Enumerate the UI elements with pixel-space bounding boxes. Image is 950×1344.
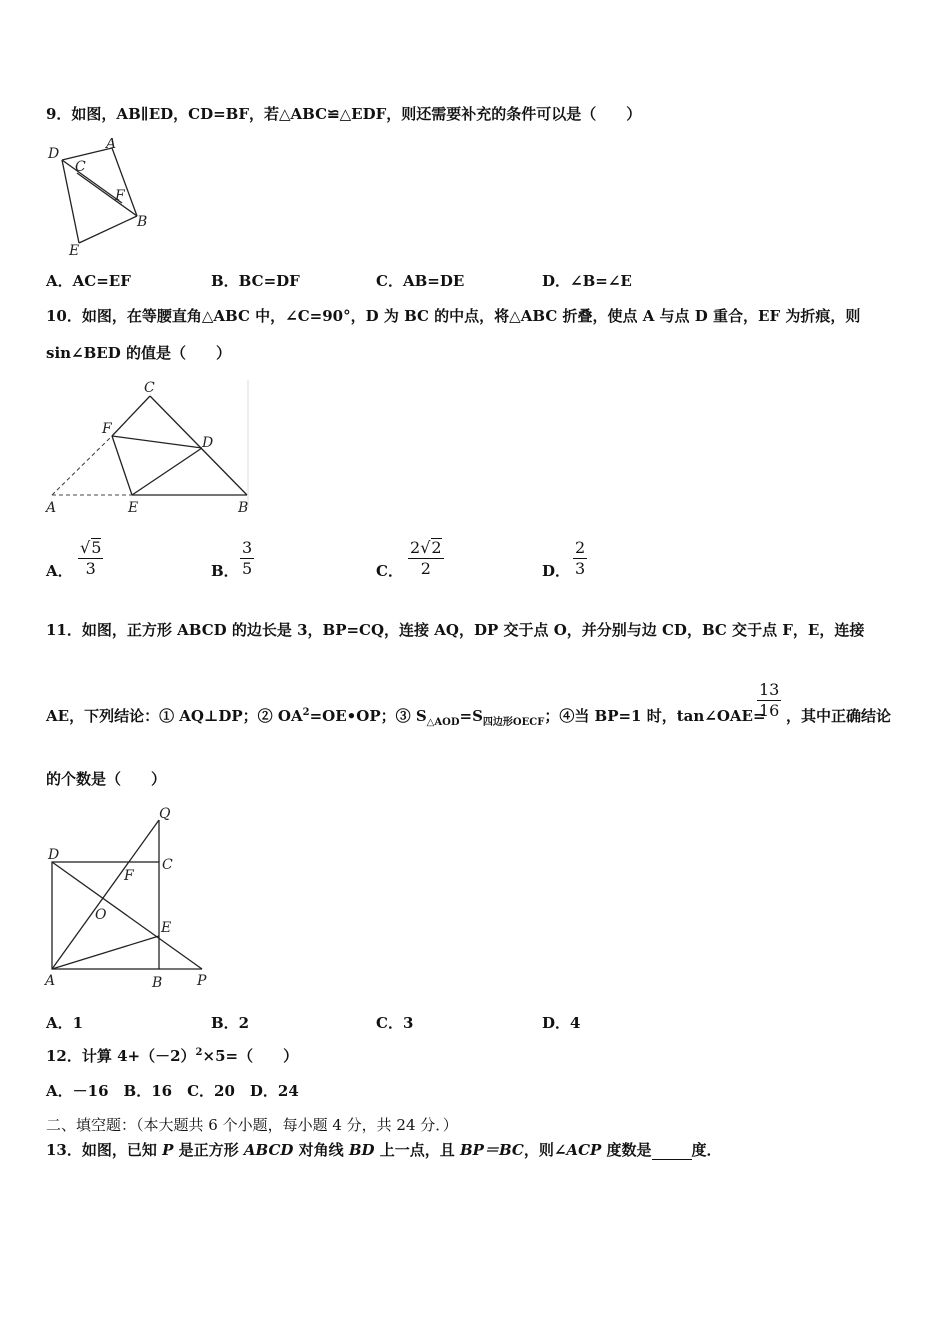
q10-figure <box>42 378 257 518</box>
q10-option-d-fraction <box>573 538 587 579</box>
q13-point-p: P <box>162 1141 174 1159</box>
q11-stem-part-d: ；④当 BP=1 时，tan∠OAE= <box>544 707 766 725</box>
q11-fraction-denominator: 16 <box>759 701 780 720</box>
q10-option-a-label: A． <box>46 562 73 580</box>
q10-label-a: A <box>46 500 57 516</box>
q9-figure <box>44 138 159 258</box>
q11-fraction <box>757 680 781 721</box>
q10-option-c-radicand: 2 <box>431 538 442 557</box>
q11-option-a: A．1 <box>46 1014 84 1032</box>
q12-stem-superscript: 2 <box>195 1047 203 1058</box>
q10-label-f: F <box>102 421 112 437</box>
q10-option-b-label: B． <box>211 562 239 580</box>
q13-part-2: 是正方形 <box>173 1141 244 1159</box>
q11-option-d: D．4 <box>542 1014 581 1032</box>
q11-stem-line1: 11．如图，正方形 ABCD 的边长是 3，BP=CQ，连接 AQ，DP 交于点 O，并分别与边 CD，BC 交于点 F，E，连接 <box>46 621 865 639</box>
q10-option-a-radicand: 5 <box>91 538 102 557</box>
q10-option-c-label: C． <box>376 562 403 580</box>
q11-fraction-numerator: 13 <box>759 680 780 699</box>
q11-option-b: B．2 <box>211 1014 250 1032</box>
q13-part-7: 度． <box>691 1141 722 1159</box>
q9-label-a: A <box>106 138 117 152</box>
q13-diagonal-bd: BD <box>348 1141 375 1159</box>
q11-option-c: C．3 <box>376 1014 414 1032</box>
q11-stem-part-c: =S <box>459 707 483 725</box>
q10-stem-line1: 10．如图，在等腰直角△ABC 中，∠C=90°，D 为 BC 的中点，将△ABC 折叠，使点 A 与点 D 重合，EF 为折痕，则 <box>46 307 861 325</box>
q10-option-a-denominator: 3 <box>85 559 96 578</box>
q11-label-o: O <box>95 907 107 923</box>
q11-stem-part-b: =OE•OP；③ S <box>309 707 427 725</box>
q9-stem: 9．如图，AB∥ED，CD=BF，若△ABC≌△EDF，则还需要补充的条件可以是（ ） <box>46 105 642 123</box>
q10-option-c-denominator: 2 <box>420 559 431 578</box>
q13-stem <box>46 1139 722 1160</box>
q13-part-4: 上一点，且 <box>374 1141 460 1159</box>
q10-option-d-label: D． <box>542 562 571 580</box>
q11-stem-line3: 的个数是（ ） <box>46 770 167 788</box>
q13-square-abcd: ABCD <box>243 1141 294 1159</box>
section-2-heading: 二、填空题：（本大题共 6 个小题，每小题 4 分，共 24 分．） <box>46 1116 458 1134</box>
q10-option-d-numerator: 2 <box>575 538 586 557</box>
q13-equation: BP＝BC <box>459 1141 524 1159</box>
q13-part-6: 度数是 <box>601 1141 652 1159</box>
q10-label-e: E <box>128 500 139 516</box>
q12-stem <box>46 1045 298 1066</box>
q11-label-f: F <box>124 868 134 884</box>
q10-option-d-denominator: 3 <box>575 559 586 578</box>
q11-stem-line2 <box>46 705 766 728</box>
q10-label-d: D <box>202 435 214 451</box>
q9-label-b: B <box>137 214 148 230</box>
q12-stem-part-a: 12．计算 4+（－2） <box>46 1047 196 1065</box>
q11-figure <box>42 802 217 994</box>
q12-options: A．－16 B．16 C．20 D．24 <box>46 1082 299 1100</box>
q11-label-q: Q <box>159 806 171 822</box>
q11-label-d: D <box>48 847 60 863</box>
q9-option-b: B．BC=DF <box>211 272 300 290</box>
q13-part-1: 13．如图，已知 <box>46 1141 163 1159</box>
q11-label-p: P <box>197 973 207 989</box>
q10-option-a-fraction: $\frac{√5}{3}$ <box>80 538 102 578</box>
q9-option-a: A．AC=EF <box>46 272 131 290</box>
q9-option-d: D．∠B=∠E <box>542 272 632 290</box>
q10-stem-line2: sin∠BED 的值是（ ） <box>46 344 231 362</box>
q11-stem-subscript-aod: △AOD <box>426 717 460 728</box>
q12-stem-part-b: ×5=（ ） <box>202 1047 299 1065</box>
q13-angle: ∠ACP <box>553 1141 602 1159</box>
q10-option-b-fraction <box>240 538 254 579</box>
q10-option-c-fraction: $\frac{2√2}{2}$ <box>410 538 442 578</box>
q11-stem-superscript: 2 <box>302 707 310 718</box>
q9-label-f: F <box>115 188 125 204</box>
q11-stem-part-e: ，其中正确结论 <box>786 707 892 725</box>
q10-option-b-numerator: 3 <box>242 538 253 557</box>
q9-label-e: E <box>69 243 80 258</box>
q9-label-d: D <box>48 146 60 162</box>
q10-option-b-denominator: 5 <box>242 559 253 578</box>
q13-answer-blank[interactable] <box>652 1145 692 1160</box>
q11-label-c: C <box>162 857 173 873</box>
q11-label-e: E <box>161 920 172 936</box>
q10-label-b: B <box>238 500 249 516</box>
q11-stem-part-a: AE，下列结论：① AQ⊥DP；② OA <box>46 707 303 725</box>
q13-part-3: 对角线 <box>293 1141 349 1159</box>
q11-stem-subscript-oecf: 四边形OECF <box>482 717 545 728</box>
q11-label-a: A <box>45 973 56 989</box>
q13-part-5: ，则 <box>523 1141 554 1159</box>
q10-label-c: C <box>144 380 155 396</box>
q11-label-b: B <box>152 975 163 991</box>
q10-option-c-coefficient: 2 <box>410 538 421 557</box>
q9-label-c: C <box>75 159 86 175</box>
q9-option-c: C．AB=DE <box>376 272 465 290</box>
